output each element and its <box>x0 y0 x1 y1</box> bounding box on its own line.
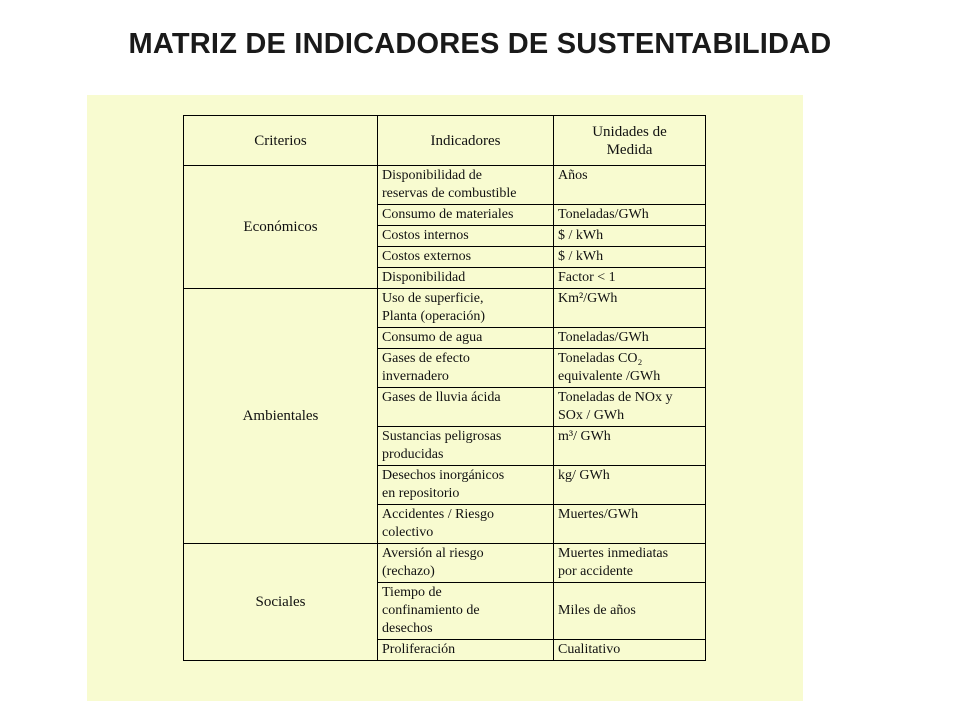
unidad-line: $ / kWh <box>558 228 604 243</box>
criterio-cell: Económicos <box>184 166 378 289</box>
unidad-line: Toneladas CO₂ <box>558 351 643 366</box>
indicador-line: Gases de lluvia ácida <box>382 390 501 405</box>
unidad-cell <box>554 289 705 328</box>
unidad-line: Toneladas/GWh <box>558 207 649 222</box>
unidad-line: Años <box>558 168 588 183</box>
indicador-line: Proliferación <box>382 642 456 657</box>
indicador-cell <box>378 388 554 427</box>
indicador-cell <box>378 640 554 660</box>
indicador-line: Planta (operación) <box>382 309 486 324</box>
indicador-line: Accidentes / Riesgo <box>382 507 494 522</box>
indicador-cell <box>378 544 554 583</box>
indicador-line: desechos <box>382 621 433 636</box>
indicador-cell <box>378 583 554 640</box>
indicador-cell <box>378 349 554 388</box>
unidad-cell <box>554 544 705 583</box>
table-row <box>184 289 705 328</box>
indicador-line: confinamiento de <box>382 603 480 618</box>
unidad-line: m³/ GWh <box>558 429 611 444</box>
unidad-cell <box>554 226 705 247</box>
indicador-cell <box>378 268 554 289</box>
unidad-line: Toneladas de NOx y <box>558 390 673 405</box>
unidad-cell <box>554 268 705 289</box>
unidad-line: Muertes/GWh <box>558 507 639 522</box>
unidad-cell <box>554 388 705 427</box>
unidad-line: Km²/GWh <box>558 291 618 306</box>
unidad-cell <box>554 466 705 505</box>
unidad-line: Toneladas/GWh <box>558 330 649 345</box>
unidad-line: equivalente /GWh <box>558 369 661 384</box>
indicador-line: Gases de efecto <box>382 351 470 366</box>
indicador-cell <box>378 328 554 349</box>
unidad-line: Cualitativo <box>558 642 621 657</box>
header-unidades-line-2: Medida <box>606 141 653 158</box>
indicador-line: Costos externos <box>382 249 472 264</box>
slide-title: MATRIZ DE INDICADORES DE SUSTENTABILIDAD <box>128 28 832 60</box>
unidad-cell <box>554 247 705 268</box>
table-row <box>184 544 705 583</box>
indicador-line: Consumo de materiales <box>382 207 514 222</box>
indicador-line: colectivo <box>382 525 434 540</box>
indicador-line: Disponibilidad de <box>382 168 482 183</box>
indicador-cell <box>378 289 554 328</box>
header-criterios: Criterios <box>184 116 378 166</box>
indicador-line: (rechazo) <box>382 564 435 579</box>
unidad-line: kg/ GWh <box>558 468 610 483</box>
criterio-cell: Ambientales <box>184 289 378 544</box>
header-indicadores: Indicadores <box>378 116 554 166</box>
unidad-cell <box>554 427 705 466</box>
table-row <box>184 166 705 205</box>
unidad-cell <box>554 166 705 205</box>
indicador-line: Tiempo de <box>382 585 442 600</box>
indicador-line: Uso de superficie, <box>382 291 484 306</box>
indicador-cell <box>378 466 554 505</box>
indicators-matrix-table <box>183 115 706 661</box>
criterio-cell: Sociales <box>184 544 378 660</box>
header-unidades <box>554 116 705 166</box>
indicador-line: Aversión al riesgo <box>382 546 484 561</box>
indicador-line: Costos internos <box>382 228 469 243</box>
indicador-line: reservas de combustible <box>382 186 517 201</box>
unidad-cell <box>554 205 705 226</box>
indicador-line: Consumo de agua <box>382 330 483 345</box>
unidad-cell <box>554 640 705 660</box>
unidad-line: Factor < 1 <box>558 270 616 285</box>
indicador-cell <box>378 247 554 268</box>
indicador-line: Desechos inorgánicos <box>382 468 505 483</box>
indicador-line: en repositorio <box>382 486 460 501</box>
header-unidades-line-1: Unidades de <box>592 123 667 140</box>
unidad-line: $ / kWh <box>558 249 604 264</box>
unidad-cell <box>554 505 705 544</box>
unidad-cell <box>554 583 705 640</box>
unidad-line: SOx / GWh <box>558 408 625 423</box>
unidad-cell <box>554 328 705 349</box>
indicador-line: Sustancias peligrosas <box>382 429 502 444</box>
indicador-line: invernadero <box>382 369 449 384</box>
unidad-line: Miles de años <box>558 603 636 618</box>
indicador-cell <box>378 205 554 226</box>
table-header-row <box>184 116 705 166</box>
indicador-cell <box>378 427 554 466</box>
indicador-cell <box>378 505 554 544</box>
unidad-line: por accidente <box>558 564 634 579</box>
indicador-cell <box>378 226 554 247</box>
indicador-line: producidas <box>382 447 444 462</box>
unidad-line: Muertes inmediatas <box>558 546 669 561</box>
indicador-cell <box>378 166 554 205</box>
unidad-cell <box>554 349 705 388</box>
indicador-line: Disponibilidad <box>382 270 466 285</box>
